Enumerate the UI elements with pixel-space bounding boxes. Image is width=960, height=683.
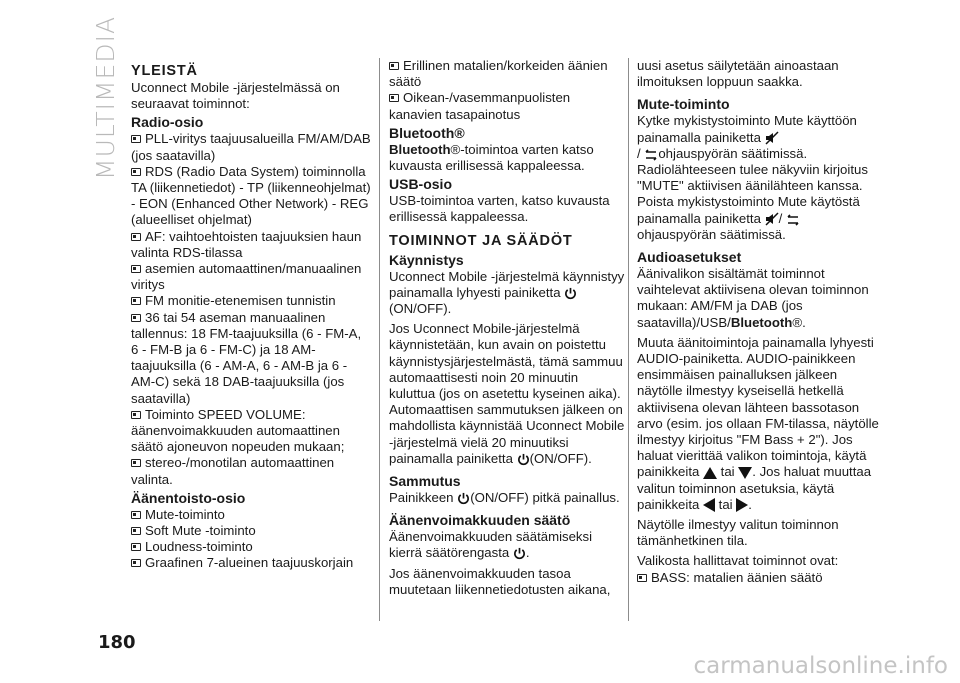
audio-heading: Äänentoisto-osio (131, 489, 246, 506)
start-heading: Käynnistys (389, 251, 464, 268)
audio-settings-heading: Audioasetukset (637, 249, 742, 266)
list-item: 36 tai 54 aseman manuaalinen tallennus: 18 FM-taajuuksilla (6 - FM-A, 6 - FM-B ja 6 - FM-C) ja 18 AM-taajuuksilla (6 - AM-A, 6 - AM-B ja 6 - AM-C) sekä 18 DAB-taajuuksilla (jos saatavilla) (131, 309, 362, 406)
triangle-down-icon (738, 467, 752, 479)
mute-text: Kytke mykistystoiminto Mute käyttöön painamalla painiketta / ohjauspyörän säätimissä. Radiolähteeseen tulee näkyviin kirjoitus "MUTE" aktiivisen äänilähteen kanssa. Poista mykistystoiminto Mute käytöstä painamalla painiketta / ohjauspyörän säätimissä. (637, 113, 868, 242)
off-heading: Sammutus (389, 473, 461, 490)
power-icon (564, 287, 577, 300)
triangle-left-icon (703, 498, 715, 512)
bullet-icon (131, 314, 141, 322)
column-divider (379, 58, 380, 621)
list-item: Loudness-toiminto (131, 539, 371, 555)
bullet-icon (131, 543, 141, 551)
bullet-icon (131, 233, 141, 241)
list-item: asemien automaattinen/manuaalinen viritys (131, 261, 362, 293)
bullet-icon (131, 527, 141, 535)
radio-heading: Radio-osio (131, 114, 204, 131)
bullet-icon (131, 411, 141, 419)
heading-yleista: YLEISTÄ (131, 63, 198, 79)
section-sidebar-title: MULTIMEDIA (91, 15, 120, 180)
power-icon (517, 453, 530, 466)
list-item: AF: vaihtoehtoisten taajuuksien haun valinta RDS-tilassa (131, 228, 362, 260)
bullet-icon (131, 168, 141, 176)
column-2 (389, 58, 625, 598)
page-number: 180 (98, 632, 136, 653)
column-1 (131, 62, 371, 572)
bluetooth-heading: Bluetooth® (389, 124, 465, 141)
audio-settings-text-2: Muuta äänitoimintoja painamalla lyhyesti AUDIO-painiketta. AUDIO-painikkeen ensimmäisen painalluksen jälkeen näytölle ilmestyy kyseisellä hetkellä aktiivisena olevan lähteen bassotason arvo (esim. jos ollaan FM-tilassa, näytölle ilmestyy kirjoitus "FM Bass + 2"). Jos haluat vierittää valikon toimintoja, käytä painikkeita tai . Jos haluat muuttaa valitun toiminnon asetuksia, käytä painikkeita tai . (637, 334, 879, 512)
list-item: PLL-viritys taajuusalueilla FM/AM/DAB (jos saatavilla) (131, 131, 371, 163)
triangle-right-icon (736, 498, 748, 512)
volume-heading: Äänenvoimakkuuden säätö (389, 512, 571, 529)
list-item: Oikean-/vasemmanpuolisten kanavien tasapainotus (389, 90, 571, 122)
start-text-2: Jos Uconnect Mobile-järjestelmä käynnistetään, kun avain on poistettu käynnistysjärjestelmästä, tämä sammuu automaattisesti noin 20 minuutin kuluttua (jos on asetettu kyseinen aika). Automaattisen sammutuksen jälkeen on mahdollista käynnistää Uconnect Mobile -järjestelmä vielä 20 minuutiksi painamalla painiketta (ON/OFF). (389, 321, 625, 466)
list-item: BASS: matalien äänien säätö (637, 570, 879, 586)
column-divider (628, 58, 629, 621)
steering-wheel-mute-icon (786, 214, 800, 226)
bullet-icon (131, 265, 141, 273)
list-item: RDS (Radio Data System) toiminnolla TA (liikennetiedot) - TP (liikenneohjelmat) - EON (Enhanced Other Network) - REG (alueelliset ohjelmat) (131, 163, 371, 228)
list-item: Graafinen 7-alueinen taajuuskorjain (131, 555, 371, 571)
usb-text: USB-toimintoa varten, katso kuvausta erillisessä kappaleessa. (389, 193, 610, 225)
bullet-icon (389, 62, 399, 70)
intro-text: Uconnect Mobile -järjestelmässä on seuraavat toiminnot: (131, 80, 340, 112)
bullet-icon (131, 511, 141, 519)
start-text: Uconnect Mobile -järjestelmä käynnistyy painamalla lyhyesti painiketta (ON/OFF). (389, 268, 625, 317)
mute-heading: Mute-toiminto (637, 96, 730, 113)
mute-icon (765, 212, 779, 226)
audio-settings-text-4: Valikosta hallittavat toiminnot ovat: (637, 553, 839, 569)
usb-heading: USB-osio (389, 176, 452, 193)
list-item: Erillinen matalien/korkeiden äänien säätö (389, 58, 608, 90)
steering-wheel-mute-icon (644, 149, 658, 161)
bullet-icon (131, 135, 141, 143)
heading-toiminnot: TOIMINNOT JA SÄÄDÖT (389, 232, 573, 249)
triangle-up-icon (703, 467, 717, 479)
list-item: stereo-/monotilan automaattinen valinta. (131, 455, 335, 487)
power-icon (457, 492, 470, 505)
volume-text-2: Jos äänenvoimakkuuden tasoa muutetaan liikennetiedotusten aikana, (389, 565, 611, 597)
list-item: Mute-toiminto (131, 507, 371, 523)
bullet-icon (131, 559, 141, 567)
bullet-icon (637, 574, 647, 582)
watermark: carmanualsonline.info (693, 653, 948, 679)
power-icon (513, 547, 526, 560)
mute-icon (765, 131, 779, 145)
bullet-icon (131, 297, 141, 305)
volume-text: Äänenvoimakkuuden säätämiseksi kierrä säätörengasta . (389, 529, 593, 561)
bullet-icon (131, 459, 141, 467)
bluetooth-text: Bluetooth®-toimintoa varten katso kuvausta erillisessä kappaleessa. (389, 141, 594, 174)
audio-settings-text: Äänivalikon sisältämät toiminnot vaihtelevat aktiivisena olevan toiminnon mukaan: AM/FM ja DAB (jos saatavilla)/USB/Bluetooth®. (637, 266, 869, 330)
off-text: Painikkeen (ON/OFF) pitkä painallus. (389, 490, 620, 506)
list-item: Toiminto SPEED VOLUME: äänenvoimakkuuden automaattinen säätö ajoneuvon nopeuden mukaan; (131, 406, 345, 455)
column-3 (637, 58, 879, 586)
list-item: FM monitie-etenemisen tunnistin (131, 293, 371, 309)
bullet-icon (389, 94, 399, 102)
list-item: Soft Mute -toiminto (131, 523, 371, 539)
audio-settings-text-3: Näytölle ilmestyy valitun toiminnon tämänhetkinen tila. (637, 517, 839, 549)
continued-text: uusi asetus säilytetään ainoastaan ilmoituksen loppuun saakka. (637, 58, 839, 90)
